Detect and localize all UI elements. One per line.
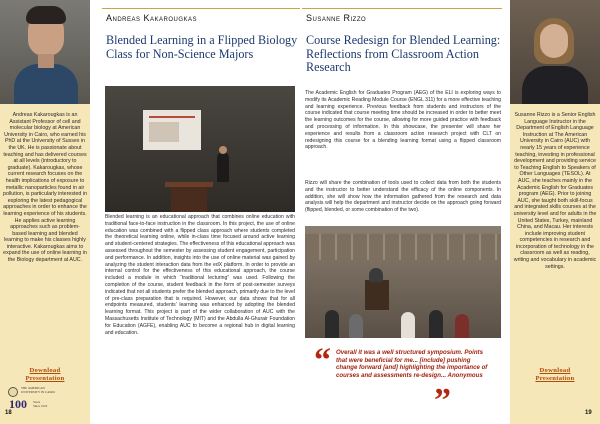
logo-line-2: UNIVERSITY IN CAIRO [21,390,55,394]
presentation-photo-right [305,226,501,338]
close-quote-icon: ” [434,382,451,419]
download-presentation-link-right[interactable] [516,367,594,385]
page-number-right: 19 [585,410,592,416]
download-label: Download [29,367,61,374]
author-name-left: Andreas Kakarougkas [106,13,198,23]
article-body-left: Blended learning is an educational approach that combines online education with traditional face-to-face instruction in the classroom. In this project, the use of online education was combined with a flipped class approach where students completed the theoretical learning online, while in-class time focused around active learning and student-centered strategies. The effectiveness of this educational approach was assessed throughout the semester by assessing student engagement, participation and performance. In addition, insights into the use of online material was gained by analyzing the student interaction data from the edX platform. In order to provide an internal control for the effectiveness of this educational approach, the course included a module in which “traditional lecturing” was used. Following the completion of the course, student feedback in the form of post-semester surveys indicated that not all students prefer the blended approach, primarily due to the level of pre-class preparation that is required. However, our data shows that for all endpoints measured, students’ learning was enhanced by adopting the blended learning format. This project is part of the wider collaboration of AUC with the Massachusetts Institute of Technology (MIT) and the Abdulla Al-Ghurair Foundation for Education (AGFE), enabling AUC to become a regional hub in digital learning and education. [105,214,295,336]
author-portrait-right [510,0,600,104]
article-body-right-p2: Rizzo will share the combination of tools used to collect data from both the students and the instructor to better understand the efficacy of the online components. In addition, she will show how the information gathered from the research and data analysis will help the department and instructor decide on the approach going forward (flipped, blended, or some combination of the two). [305,180,501,214]
author-bio-left: Andreas Kakarougkas is an Assistant Professor of cell and molecular biology at American University in Cairo, who earned his PhD at the University of Sussex in the UK. He is passionate about teaching and has delivered courses at all levels (introductory to graduate). Kakarougkas, whose current research focuses on the health implications of exposure to metallic nanoparticles found in air pollution, is particularly interested in exploring the latest pedagogical approaches in order to enhance the learning experience of his students. He applies active learning approaches such as problem-based learning and blended learning to make his classes highly interactive. Kakarougkas aims to expand the use of online learning in the Biology department at AUC. [3,112,87,264]
article-body-right-p1: The Academic English for Graduates Program (AEG) of the ELI is exploring ways to modify its Academic Reading Module Course (ENGL 311) for a more effective teaching and learning experience. Previous feedback from students and instructors of the course indicated that course meeting time should be increased in order to better meet the learning outcomes for the course, allowing for more guided practice with feedback and processing of information. In this showcase, the presenter will share her experience and results from a classroom action research project with CLT on redesigning this course for a blending learning format using a flipped classroom approach. [305,90,501,151]
open-quote-icon: “ [314,342,331,379]
author-bio-right: Susanne Rizzo is a Senior English Language Instructor in the Department of English Language Instruction at The American University in Cairo (AUC) with nearly 15 years of experience teaching, investing in professional development and providing service to Teaching English to Speakers of Other Languages (TESOL). At AUC, she teaches mainly in the Academic English for Graduates program (AEG). Prior to joining AUC, she taught both skill-focus and integrated skills courses at the university level and for adults in the United States, Turkey, mainland China, and Macau. Her interests include improving student competencies in research and incorporation of technology in the classroom as well as reading, writing and vocabulary in academic settings. [513,112,597,270]
article-title-left: Blended Learning in a Flipped Biology Class for Non-Science Majors [106,33,298,61]
presentation-label: Presentation [535,374,575,382]
logo-tag-1: Years [33,400,41,404]
presentation-photo-left [105,86,295,212]
logo-line-1: THE AMERICAN [21,386,45,390]
top-rule-left [102,8,300,9]
top-rule-right [302,8,502,9]
testimonial-quote: Overall it was a well structured symposium. Points that were beneficial for me... [include] pushing change forward [and] highlighting the importance of courses and assessments re-design... Anonymous [336,349,488,379]
author-portrait-left [0,0,90,104]
auc-centennial-logo [8,386,88,412]
auc-seal-icon [8,387,18,397]
author-name-right: Susanne Rizzo [306,13,367,23]
presentation-label: Presentation [25,374,65,382]
download-presentation-link-left[interactable] [6,367,84,385]
article-title-right: Course Redesign for Blended Learning: Reflections from Classroom Action Research [306,33,501,75]
logo-tag-2: Since 1919 [33,404,48,408]
page-number-left: 18 [5,410,12,416]
logo-number: 100 [9,397,27,411]
download-label: Download [539,367,571,374]
